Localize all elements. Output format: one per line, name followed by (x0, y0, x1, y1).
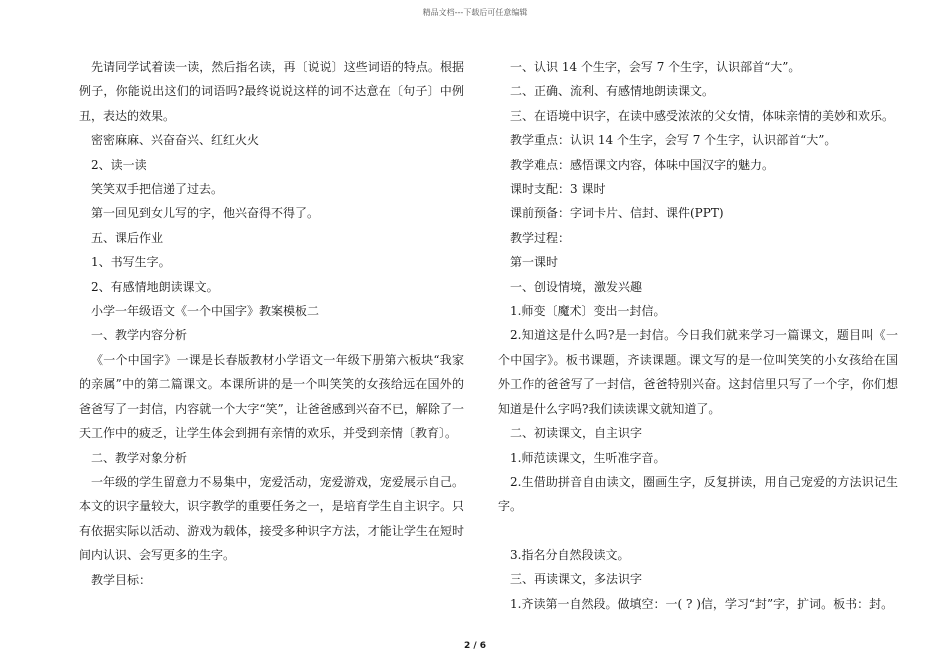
section-title: 小学一年级语文《一个中国字》教案模板二 (91, 304, 320, 319)
paragraph: 2、有感情地朗读课文。 (91, 279, 219, 294)
paragraph: 第一回见到女儿写的字，他兴奋得不得了。 (91, 206, 320, 221)
page-header: 精品文档---下载后可任意编辑 (422, 8, 528, 17)
paragraph: 笑笑双手把信递了过去。 (91, 182, 224, 197)
section-heading: 三、再读课文，多法识字 (510, 572, 643, 587)
paragraph: 课时支配：3 课时 (510, 182, 606, 197)
paragraph: 教学难点：感悟课文内容，体味中国汉字的魅力。 (510, 157, 775, 172)
section-heading: 一、教学内容分析 (91, 328, 188, 343)
section-heading: 二、教学对象分析 (91, 450, 188, 465)
page-number: 2 / 6 (463, 641, 487, 651)
paragraph: 密密麻麻、兴奋奋兴、红红火火 (91, 133, 260, 148)
section-heading: 二、初读课文，自主识字 (510, 426, 643, 441)
paragraph: 1.师变〔魔术〕变出一封信。 (510, 304, 666, 319)
left-column (79, 55, 464, 592)
paragraph: 2.知道这是什么吗?是一封信。今日我们就来学习一篇课文，题目叫《一个中国字》。板书课题，齐读课题。课文写的是一位叫笑笑的小女孩给在国外工作的爸爸写了一封信，爸爸特别兴奋。这封信里只写了一个字，你们想知道是什么字吗?我们读读课文就知道了。 (498, 328, 898, 416)
paragraph: 一、认识 14 个生字，会写 7 个生字，认识部首“大”。 (510, 60, 801, 74)
paragraph: 3.指名分自然段读文。 (510, 547, 630, 562)
paragraph: 二、正确、流利、有感情地朗读课文。 (510, 84, 715, 99)
paragraph: 《一个中国字》一课是长春版教材小学语文一年级下册第六板块“我家的亲属”中的第二篇课文。本课所讲的是一个叫笑笑的女孩给远在国外的爸爸写了一封信，内容就一个大字“笑”，让爸爸感到兴奋不已，解除了一天工作中的疲乏，让学生体会到拥有亲情的欢乐，并受到亲情〔教育〕。 (79, 352, 464, 441)
section-heading: 五、课后作业 (91, 230, 164, 245)
paragraph: 课前预备：字词卡片、信封、课件(PPT) (510, 206, 724, 221)
paragraph: 1、书写生字。 (91, 255, 171, 270)
paragraph: 1.齐读第一自然段。做填空：一( ? )信，学习“封”字，扩词。板书：封。 (510, 596, 894, 611)
paragraph: 一年级的学生留意力不易集中，宠爱活动，宠爱游戏，宠爱展示自己。本文的识字量较大，识字教学的重要任务之一，是培育学生自主识字。只有依据实际以活动、游戏为载体，接受多种识字方法，才能让学生在短时间内认识、会写更多的生字。 (79, 474, 464, 563)
paragraph: 2、读一读 (91, 157, 147, 172)
paragraph: 教学重点：认识 14 个生字，会写 7 个生字，认识部首“大”。 (510, 133, 837, 148)
paragraph: 先请同学试着读一读，然后指名读，再〔说说〕这些词语的特点。根据例子，你能说出这们的词语吗?最终说说这样的词不达意在〔句子〕中例丑，表达的效果。 (79, 60, 464, 123)
section-heading: 第一课时 (510, 255, 559, 270)
paragraph: 2.生借助拼音自由读文，圈画生字，反复拼读，用自己宠爱的方法识记生字。 (498, 474, 898, 514)
paragraph: 教学过程： (510, 230, 571, 245)
paragraph: 三、在语境中识字，在读中感受浓浓的父女情，体味亲情的美妙和欢乐。 (510, 108, 895, 123)
right-column (498, 55, 898, 616)
paragraph: 教学目标： (91, 572, 152, 587)
paragraph: 1.师范读课文，生听准字音。 (510, 450, 666, 465)
section-heading: 一、创设情境，激发兴趣 (510, 279, 643, 294)
